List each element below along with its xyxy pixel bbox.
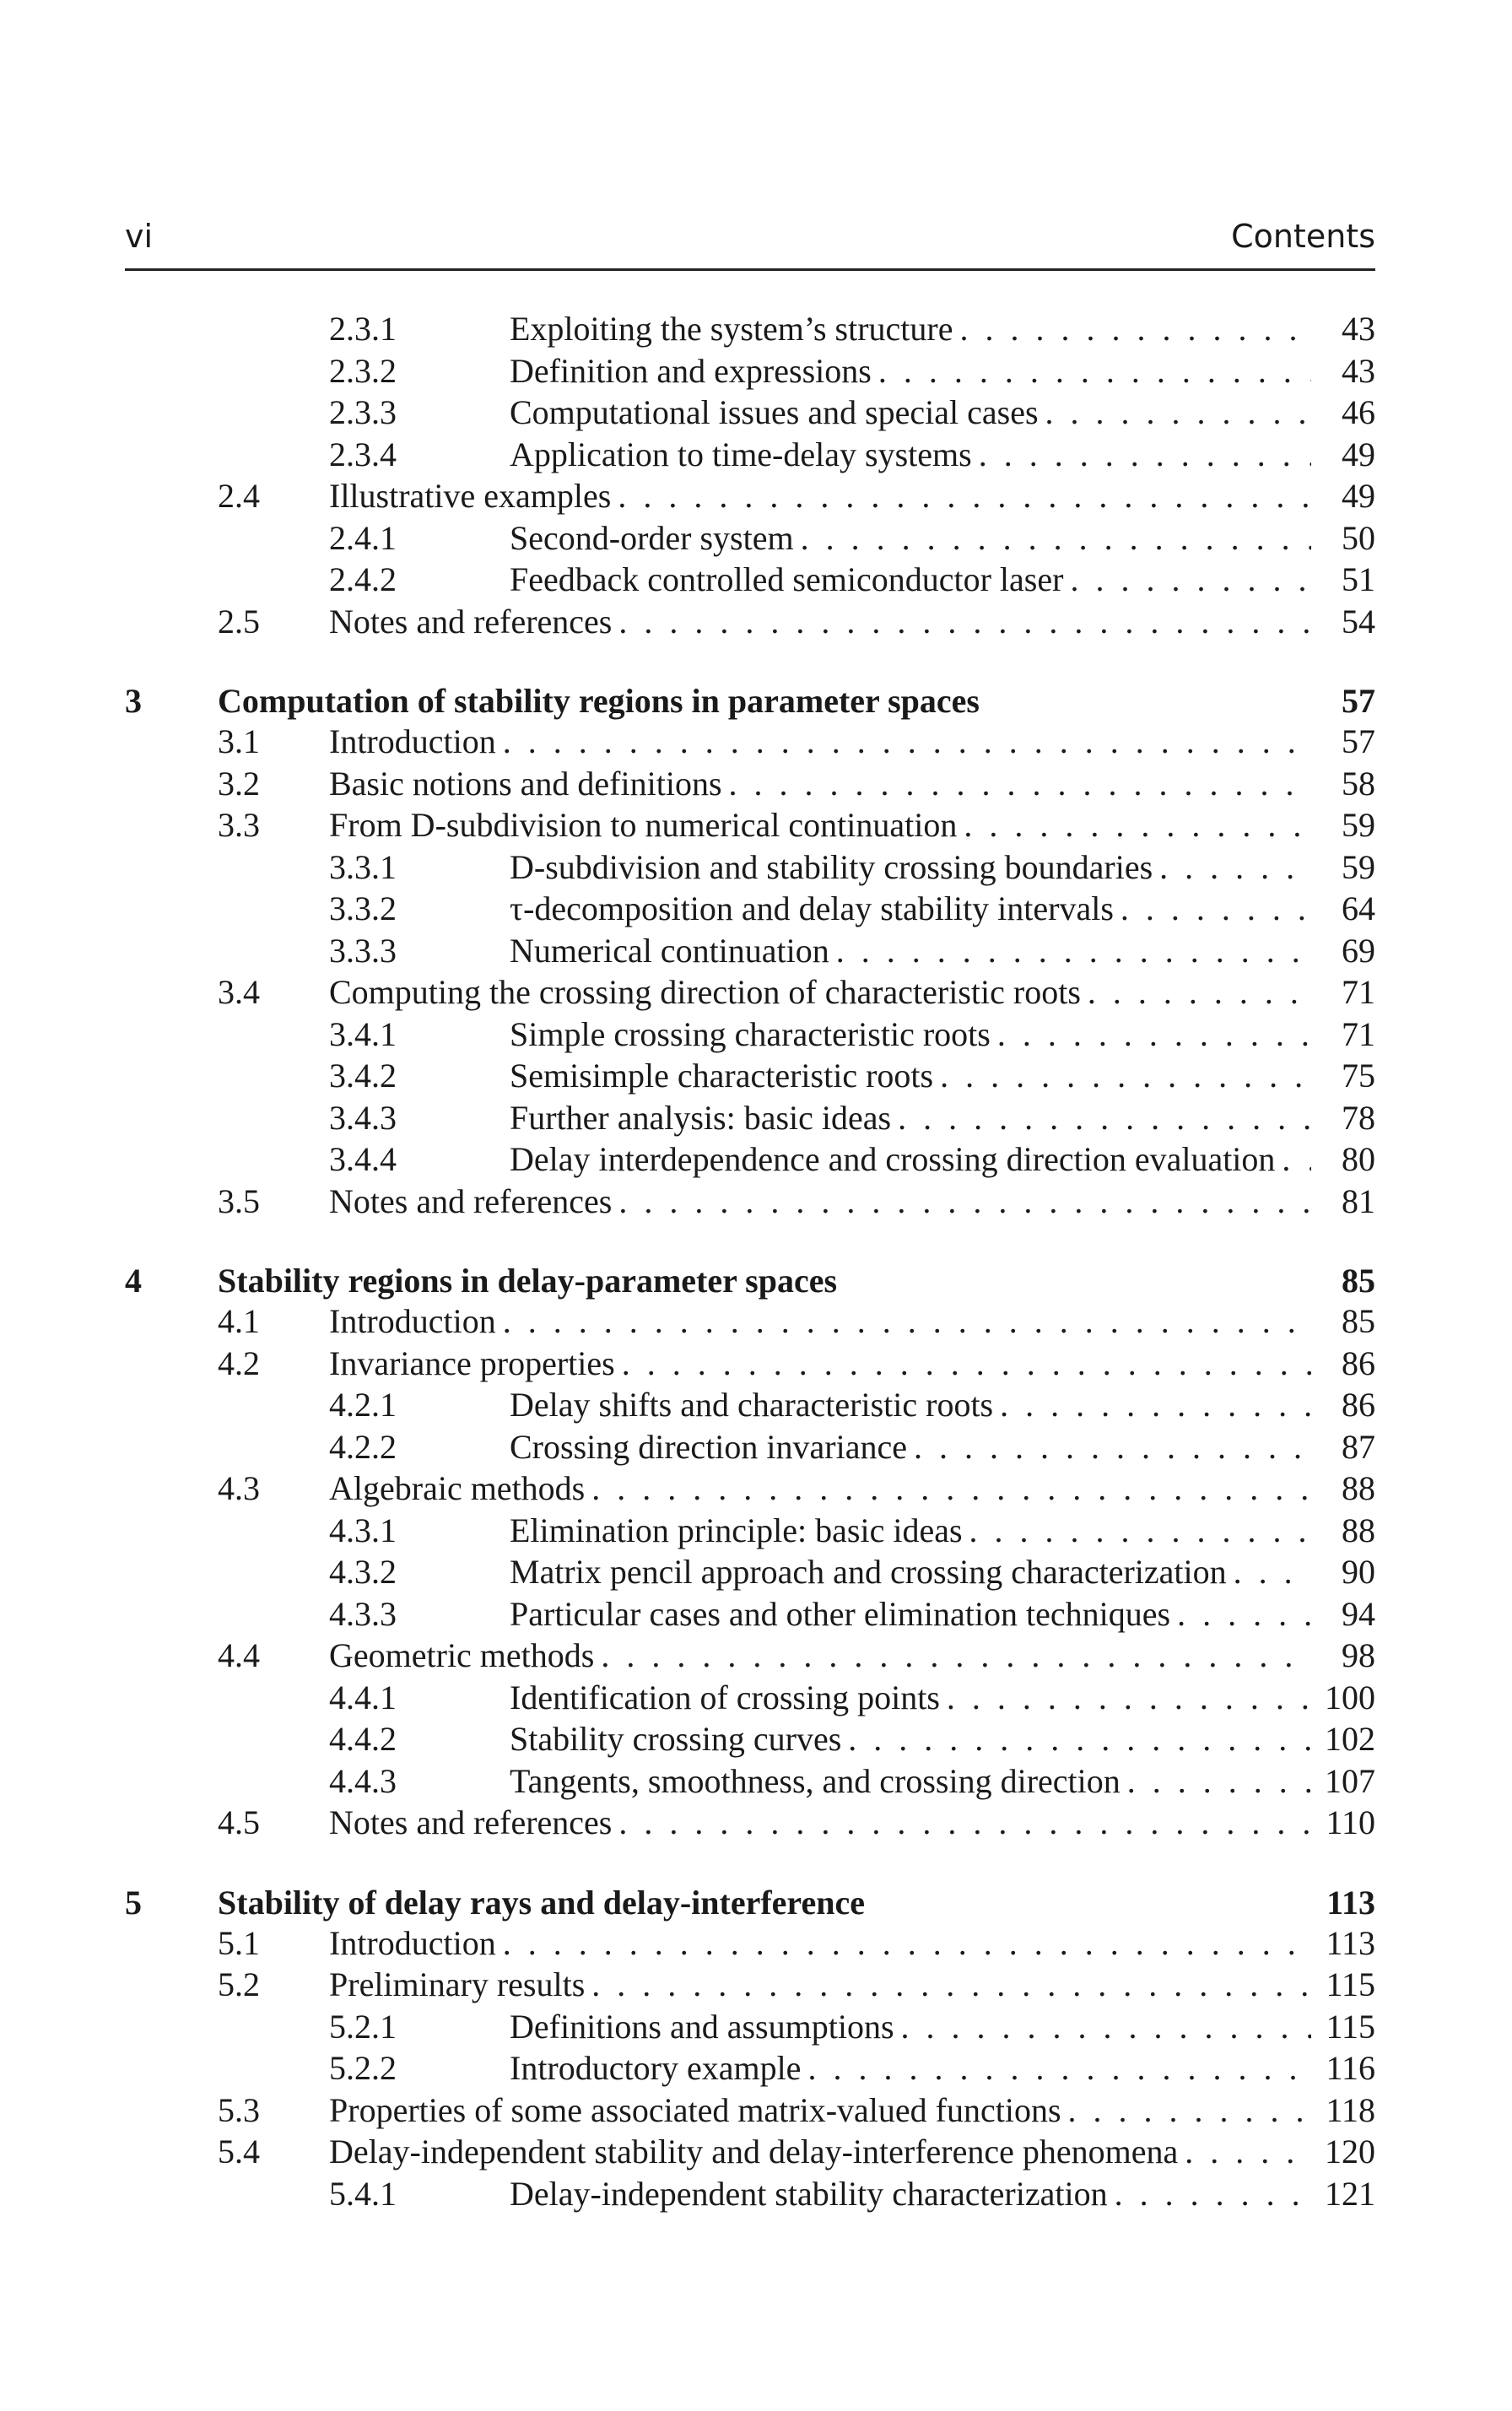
toc-entry-page: 87: [1342, 1427, 1375, 1466]
toc-subsection-entry[interactable]: [0, 1385, 1512, 1427]
toc-subsection-entry[interactable]: [0, 392, 1512, 435]
toc-dot-leader: [848, 1719, 1311, 1760]
toc-dot-leader: [591, 1965, 1311, 2005]
toc-entry-title: Computing the crossing direction of characteristic roots: [329, 973, 1081, 1011]
toc-subsection-entry[interactable]: [0, 560, 1512, 602]
toc-entry-line: [510, 1552, 1375, 1592]
toc-entry-title: Introductory example: [510, 2049, 802, 2087]
toc-subsection-entry[interactable]: [0, 889, 1512, 931]
toc-subsection-entry[interactable]: [0, 1511, 1512, 1553]
toc-entry-page: 80: [1342, 1140, 1375, 1178]
toc-entry-page: 116: [1326, 2049, 1375, 2087]
toc-entry-number: 2.3.4: [329, 435, 397, 473]
toc-entry-page: 71: [1342, 973, 1375, 1011]
toc-entry-number: 3.5: [218, 1181, 260, 1220]
toc-entry-title: Illustrative examples: [329, 477, 612, 515]
toc-entry-number: 4.2.2: [329, 1427, 397, 1466]
toc-entry-line: [329, 1803, 1375, 1843]
toc-entry-number: 3.4.4: [329, 1140, 397, 1178]
toc-entry-number: 3: [125, 682, 142, 720]
toc-entry-page: 43: [1342, 310, 1375, 348]
toc-section-entry[interactable]: [0, 1468, 1512, 1511]
toc-entry-line: [510, 1761, 1375, 1802]
toc-entry-title: Algebraic methods: [329, 1469, 586, 1507]
toc-dot-leader: [898, 1098, 1311, 1138]
toc-subsection-entry[interactable]: [0, 1719, 1512, 1761]
toc-entry-title: D-subdivision and stability crossing boundaries: [510, 847, 1153, 886]
toc-dot-leader: [1000, 1385, 1311, 1425]
toc-entry-line: [329, 764, 1375, 804]
toc-entry-line: [510, 847, 1375, 888]
toc-entry-line: [329, 1965, 1375, 2005]
toc-entry-page: 88: [1342, 1511, 1375, 1549]
toc-entry-number: 4.4.2: [329, 1720, 397, 1758]
toc-entry-line: [218, 1883, 1375, 1923]
toc-section-entry[interactable]: [0, 1301, 1512, 1343]
toc-dot-leader: [1282, 1139, 1311, 1180]
toc-entry-number: 5.4.1: [329, 2174, 397, 2213]
toc-entry-number: 2.5: [218, 602, 260, 641]
toc-entry-line: [510, 1139, 1375, 1180]
toc-section-entry[interactable]: [0, 722, 1512, 764]
toc-entry-line: [329, 2090, 1375, 2131]
toc-section-entry[interactable]: [0, 476, 1512, 518]
toc-spacer: [980, 681, 1311, 722]
toc-entry-title: Elimination principle: basic ideas: [510, 1511, 963, 1549]
toc-subsection-entry[interactable]: [0, 1552, 1512, 1594]
toc-entry-title: From D-subdivision to numerical continuation: [329, 806, 958, 844]
toc-subsection-entry[interactable]: [0, 2007, 1512, 2049]
toc-entry-line: [329, 1468, 1375, 1509]
toc-entry-title: Exploiting the system’s structure: [510, 310, 953, 348]
toc-entry-page: 81: [1342, 1181, 1375, 1220]
toc-dot-leader: [1234, 1552, 1311, 1592]
toc-entry-number: 5: [125, 1883, 142, 1922]
toc-dot-leader: [618, 1181, 1311, 1222]
toc-spacer: [865, 1883, 1311, 1923]
toc-entry-line: [329, 972, 1375, 1013]
toc-section-entry[interactable]: [0, 764, 1512, 806]
toc-entry-page: 69: [1342, 931, 1375, 970]
toc-subsection-entry[interactable]: [0, 435, 1512, 477]
toc-entry-number: 3.4.2: [329, 1057, 397, 1095]
toc-entry-title: Stability regions in delay-parameter spaces: [218, 1262, 838, 1300]
toc-entry-page: 113: [1326, 1923, 1375, 1962]
toc-entry-title: Notes and references: [329, 1181, 613, 1220]
toc-entry-page: 64: [1342, 889, 1375, 927]
toc-entry-page: 71: [1342, 1014, 1375, 1053]
toc-dot-leader: [601, 1635, 1311, 1676]
toc-entry-line: [510, 1678, 1375, 1718]
toc-entry-page: 46: [1342, 393, 1375, 431]
toc-subsection-entry[interactable]: [0, 1761, 1512, 1803]
toc-entry-number: 4.4.1: [329, 1678, 397, 1716]
toc-entry-title: Delay interdependence and crossing direction evaluation: [510, 1140, 1276, 1178]
toc-dot-leader: [503, 1301, 1311, 1342]
toc-entry-page: 88: [1342, 1469, 1375, 1507]
toc-entry-line: [329, 2132, 1375, 2172]
toc-entry-title: Stability of delay rays and delay-interference: [218, 1883, 865, 1922]
toc-entry-line: [510, 1511, 1375, 1551]
toc-dot-leader: [969, 1511, 1311, 1551]
toc-entry-page: 51: [1342, 560, 1375, 598]
toc-section-entry[interactable]: [0, 1181, 1512, 1224]
toc-entry-page: 110: [1326, 1803, 1375, 1841]
toc-entry-number: 5.2.1: [329, 2007, 397, 2046]
toc-entry-title: Numerical continuation: [510, 931, 829, 970]
toc-entry-number: 3.4: [218, 973, 260, 1011]
toc-entry-number: 5.3: [218, 2090, 260, 2129]
toc-subsection-entry[interactable]: [0, 1098, 1512, 1140]
toc-section-entry[interactable]: [0, 1635, 1512, 1678]
toc-dot-leader: [947, 1678, 1311, 1718]
toc-entry-number: 4: [125, 1262, 142, 1300]
toc-entry-number: 4.1: [218, 1302, 260, 1340]
toc-dot-leader: [1127, 1761, 1311, 1802]
toc-entry-page: 94: [1342, 1594, 1375, 1633]
toc-chapter-entry[interactable]: [0, 1883, 1512, 1923]
toc-entry-page: 120: [1325, 2133, 1375, 2170]
toc-entry-number: 2.3.1: [329, 310, 397, 348]
toc-entry-title: Preliminary results: [329, 1965, 586, 2003]
toc-entry-page: 90: [1342, 1553, 1375, 1591]
toc-entry-line: [510, 351, 1375, 392]
toc-entry-page: 115: [1326, 1965, 1375, 2003]
toc-entry-number: 4.5: [218, 1803, 260, 1841]
toc-subsection-entry[interactable]: [0, 1056, 1512, 1098]
chapter-gap: [0, 643, 1512, 681]
toc-entry-title: τ-decomposition and delay stability intervals: [510, 889, 1114, 927]
toc-entry-title: Computation of stability regions in parameter spaces: [218, 682, 980, 720]
toc-entry-page: 75: [1342, 1057, 1375, 1095]
toc-entry-number: 4.3: [218, 1469, 260, 1507]
toc-dot-leader: [1159, 847, 1311, 888]
toc-entry-title: Properties of some associated matrix-valued functions: [329, 2090, 1061, 2129]
toc-entry-number: 3.3.3: [329, 931, 397, 970]
toc-entry-number: 3.4.1: [329, 1014, 397, 1053]
toc-subsection-entry[interactable]: [0, 1014, 1512, 1057]
toc-spacer: [837, 1261, 1311, 1301]
toc-entry-title: Matrix pencil approach and crossing characterization: [510, 1553, 1227, 1591]
toc-dot-leader: [1185, 2132, 1311, 2172]
toc-entry-line: [218, 681, 1375, 722]
toc-entry-page: 49: [1342, 435, 1375, 473]
toc-dot-leader: [836, 931, 1311, 971]
toc-entry-page: 57: [1342, 682, 1375, 720]
toc-dot-leader: [591, 1468, 1311, 1509]
toc-entry-number: 3.3: [218, 806, 260, 844]
toc-entry-line: [329, 1343, 1375, 1384]
toc-entry-title: Notes and references: [329, 1803, 613, 1841]
toc-entry-number: 5.2: [218, 1965, 260, 2003]
toc-subsection-entry[interactable]: [0, 1139, 1512, 1181]
toc-dot-leader: [1120, 889, 1311, 929]
toc-entry-page: 121: [1325, 2174, 1375, 2213]
toc-entry-line: [510, 2007, 1375, 2047]
toc-dot-leader: [1070, 560, 1311, 600]
toc-entry-line: [510, 1056, 1375, 1096]
toc-dot-leader: [503, 722, 1311, 762]
toc-entry-number: 5.2.2: [329, 2049, 397, 2087]
toc-dot-leader: [1177, 1594, 1311, 1635]
running-title: Contents: [1231, 218, 1375, 255]
chapter-gap: [0, 1223, 1512, 1261]
toc-entry-page: 115: [1326, 2007, 1375, 2046]
toc-entry-number: 2.4: [218, 477, 260, 515]
toc-entry-number: 2.3.3: [329, 393, 397, 431]
toc-entry-title: Application to time-delay systems: [510, 435, 972, 473]
chapter-gap: [0, 1845, 1512, 1883]
toc-entry-page: 58: [1342, 764, 1375, 803]
toc-chapter-entry[interactable]: [0, 681, 1512, 722]
toc-entry-line: [510, 309, 1375, 349]
toc-dot-leader: [1088, 972, 1311, 1013]
toc-entry-line: [510, 1719, 1375, 1760]
toc-entry-number: 3.3.2: [329, 889, 397, 927]
toc-entry-line: [510, 1594, 1375, 1635]
toc-entry-page: 85: [1342, 1262, 1375, 1300]
toc-entry-page: 86: [1342, 1343, 1375, 1382]
toc-dot-leader: [618, 476, 1311, 516]
toc-entry-line: [218, 1261, 1375, 1301]
toc-entry-number: 4.3.1: [329, 1511, 397, 1549]
toc-entry-title: Particular cases and other elimination techniques: [510, 1594, 1171, 1633]
toc-entry-page: 59: [1342, 806, 1375, 844]
toc-entry-title: Introduction: [329, 722, 496, 760]
toc-entry-title: Notes and references: [329, 602, 613, 641]
toc-dot-leader: [1115, 2174, 1311, 2214]
toc-section-entry[interactable]: [0, 1343, 1512, 1386]
toc-entry-number: 4.3.3: [329, 1594, 397, 1633]
toc-subsection-entry[interactable]: [0, 1594, 1512, 1636]
toc-subsection-entry[interactable]: [0, 1427, 1512, 1469]
toc-section-entry[interactable]: [0, 1965, 1512, 2007]
toc-entry-title: Simple crossing characteristic roots: [510, 1014, 991, 1053]
toc-entry-number: 4.2: [218, 1343, 260, 1382]
toc-dot-leader: [807, 2048, 1311, 2089]
toc-entry-line: [510, 392, 1375, 433]
toc-entry-line: [510, 931, 1375, 971]
toc-entry-page: 78: [1342, 1098, 1375, 1137]
toc-entry-title: Geometric methods: [329, 1636, 595, 1674]
toc-entry-title: Basic notions and definitions: [329, 764, 722, 803]
toc-entry-title: Delay-independent stability and delay-interference phenomena: [329, 2133, 1179, 2170]
toc-entry-page: 113: [1326, 1883, 1375, 1922]
toc-entry-page: 118: [1326, 2090, 1375, 2129]
toc-entry-line: [510, 435, 1375, 475]
toc-entry-line: [510, 1427, 1375, 1468]
toc-entry-title: Delay-independent stability characterization: [510, 2174, 1108, 2213]
toc-entry-line: [510, 1014, 1375, 1055]
toc-entry-line: [329, 1635, 1375, 1676]
toc-dot-leader: [964, 805, 1311, 846]
toc-entry-page: 59: [1342, 847, 1375, 886]
toc-entry-page: 50: [1342, 518, 1375, 557]
toc-entry-page: 85: [1342, 1302, 1375, 1340]
table-of-contents: [0, 309, 1512, 2215]
toc-subsection-entry[interactable]: [0, 309, 1512, 351]
toc-entry-number: 4.3.2: [329, 1553, 397, 1591]
toc-subsection-entry[interactable]: [0, 351, 1512, 393]
toc-entry-page: 49: [1342, 477, 1375, 515]
toc-entry-page: 86: [1342, 1386, 1375, 1424]
toc-subsection-entry[interactable]: [0, 518, 1512, 560]
toc-entry-line: [329, 722, 1375, 762]
toc-entry-number: 2.3.2: [329, 351, 397, 390]
toc-dot-leader: [940, 1056, 1311, 1096]
toc-entry-line: [329, 805, 1375, 846]
toc-entry-page: 100: [1325, 1678, 1375, 1716]
toc-section-entry[interactable]: [0, 2132, 1512, 2174]
toc-entry-title: Introduction: [329, 1302, 496, 1340]
toc-entry-page: 102: [1325, 1720, 1375, 1758]
toc-entry-number: 5.4: [218, 2133, 260, 2170]
toc-dot-leader: [801, 518, 1311, 559]
toc-subsection-entry[interactable]: [0, 931, 1512, 973]
toc-section-entry[interactable]: [0, 972, 1512, 1014]
toc-dot-leader: [618, 602, 1311, 642]
toc-dot-leader: [901, 2007, 1311, 2047]
toc-entry-page: 98: [1342, 1636, 1375, 1674]
toc-entry-number: 3.4.3: [329, 1098, 397, 1137]
toc-dot-leader: [914, 1427, 1311, 1468]
toc-entry-title: Second-order system: [510, 518, 794, 557]
toc-entry-number: 4.4: [218, 1636, 260, 1674]
toc-entry-line: [510, 2174, 1375, 2214]
toc-entry-title: Crossing direction invariance: [510, 1427, 907, 1466]
toc-entry-title: Further analysis: basic ideas: [510, 1098, 892, 1137]
toc-entry-number: 2.4.1: [329, 518, 397, 557]
toc-entry-line: [510, 518, 1375, 559]
toc-entry-number: 3.3.1: [329, 847, 397, 886]
toc-entry-title: Invariance properties: [329, 1343, 615, 1382]
toc-subsection-entry[interactable]: [0, 1678, 1512, 1720]
toc-dot-leader: [503, 1923, 1311, 1964]
toc-entry-page: 107: [1325, 1761, 1375, 1800]
toc-entry-title: Semisimple characteristic roots: [510, 1057, 934, 1095]
toc-section-entry[interactable]: [0, 1803, 1512, 1845]
toc-entry-number: 2.4.2: [329, 560, 397, 598]
toc-entry-title: Identification of crossing points: [510, 1678, 940, 1716]
toc-entry-page: 57: [1342, 722, 1375, 760]
toc-entry-number: 5.1: [218, 1923, 260, 1962]
toc-entry-line: [329, 602, 1375, 642]
toc-entry-line: [329, 1181, 1375, 1222]
toc-entry-line: [510, 1098, 1375, 1138]
toc-entry-title: Definition and expressions: [510, 351, 872, 390]
toc-dot-leader: [729, 764, 1311, 804]
toc-entry-page: 54: [1342, 602, 1375, 641]
toc-chapter-entry[interactable]: [0, 1261, 1512, 1301]
toc-section-entry[interactable]: [0, 805, 1512, 847]
toc-entry-title: Introduction: [329, 1923, 496, 1962]
toc-entry-line: [510, 1385, 1375, 1425]
toc-dot-leader: [960, 309, 1312, 349]
toc-dot-leader: [878, 351, 1311, 392]
toc-dot-leader: [618, 1803, 1311, 1843]
toc-entry-number: 4.4.3: [329, 1761, 397, 1800]
toc-dot-leader: [1045, 392, 1311, 433]
toc-subsection-entry[interactable]: [0, 2174, 1512, 2216]
toc-subsection-entry[interactable]: [0, 2048, 1512, 2090]
toc-section-entry[interactable]: [0, 1923, 1512, 1965]
toc-entry-number: 3.2: [218, 764, 260, 803]
toc-entry-number: 4.2.1: [329, 1386, 397, 1424]
toc-entry-line: [329, 1923, 1375, 1964]
toc-subsection-entry[interactable]: [0, 847, 1512, 889]
toc-section-entry[interactable]: [0, 2090, 1512, 2133]
toc-entry-line: [510, 2048, 1375, 2089]
toc-section-entry[interactable]: [0, 602, 1512, 644]
page-header: [125, 218, 1375, 271]
toc-entry-title: Tangents, smoothness, and crossing direction: [510, 1761, 1120, 1800]
toc-entry-title: Stability crossing curves: [510, 1720, 842, 1758]
toc-entry-line: [510, 889, 1375, 929]
toc-entry-title: Delay shifts and characteristic roots: [510, 1386, 994, 1424]
page-number-label: vi: [125, 218, 154, 255]
toc-entry-title: Feedback controlled semiconductor laser: [510, 560, 1064, 598]
toc-entry-line: [329, 476, 1375, 516]
toc-dot-leader: [1068, 2090, 1311, 2131]
toc-dot-leader: [997, 1014, 1311, 1055]
toc-entry-line: [510, 560, 1375, 600]
toc-entry-page: 43: [1342, 351, 1375, 390]
toc-entry-title: Computational issues and special cases: [510, 393, 1039, 431]
toc-entry-line: [329, 1301, 1375, 1342]
toc-dot-leader: [979, 435, 1311, 475]
toc-entry-title: Definitions and assumptions: [510, 2007, 894, 2046]
toc-entry-number: 3.1: [218, 722, 260, 760]
toc-dot-leader: [622, 1343, 1311, 1384]
